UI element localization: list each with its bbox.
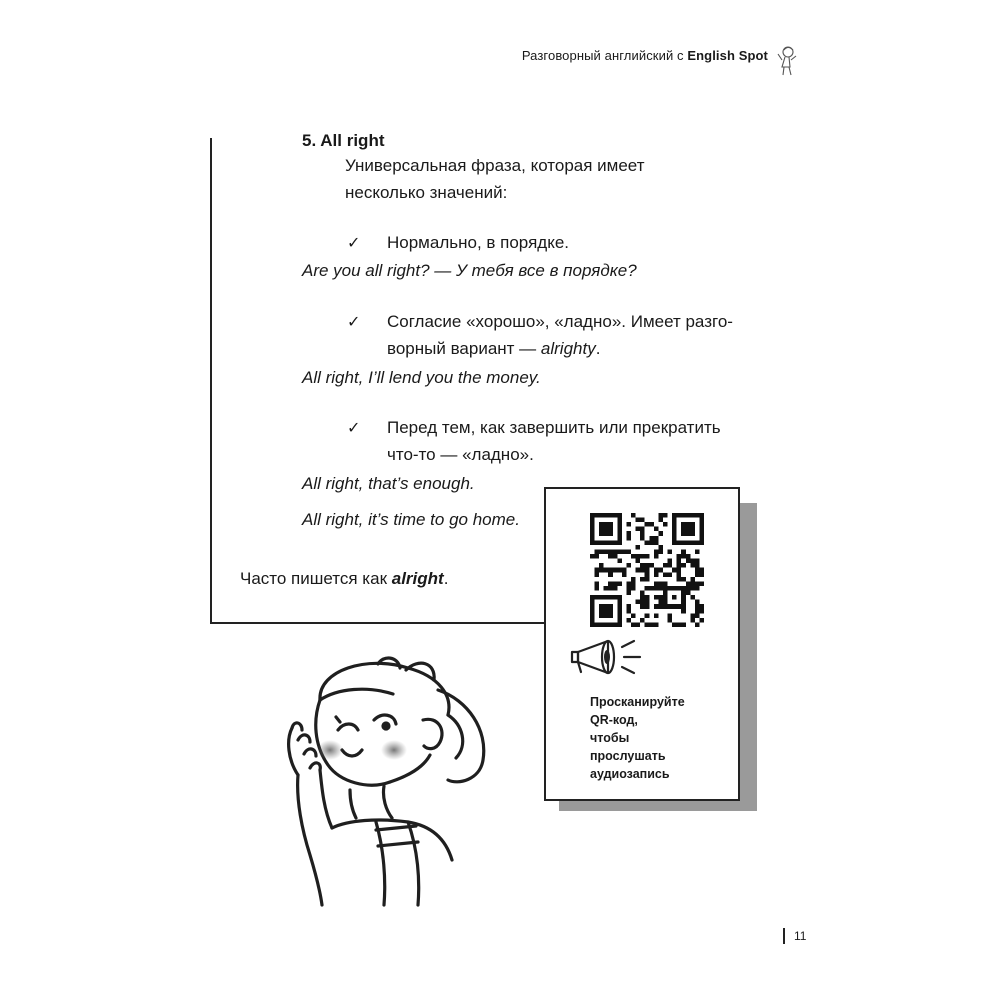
qr-card: [544, 487, 740, 801]
qr-caption-line: прослушать: [590, 749, 666, 763]
qr-caption-line: аудиозапись: [590, 767, 670, 781]
qr-caption: [590, 693, 685, 783]
intro-line-2: несколько значений:: [345, 183, 508, 202]
qr-caption-line: Просканируйте: [590, 695, 685, 709]
item-3-example-2: All right, it’s time to go home.: [302, 510, 520, 529]
item-2-example: All right, I’ll lend you the money.: [302, 368, 541, 387]
item-2-line2-italic: alrighty: [540, 339, 596, 358]
item-2-text-line-1: Согласие «хорошо», «ладно». Имеет разго-: [387, 312, 733, 331]
item-2-line2-suffix: .: [595, 339, 601, 358]
item-2-line2-prefix: ворный вариант —: [387, 339, 541, 358]
note-prefix: Часто пишется как: [240, 569, 392, 588]
item-3-text-line-2: что-то — «ладно».: [387, 445, 534, 464]
frame-left-border: [210, 138, 212, 624]
running-header: [522, 48, 768, 63]
item-3-example-1: All right, that’s enough.: [302, 474, 475, 493]
qr-code[interactable]: [590, 513, 704, 627]
item-1-example: Are you all right? — У тебя все в порядке?: [302, 261, 637, 280]
header-brand: English Spot: [687, 48, 768, 63]
section-title: 5. All right: [302, 131, 385, 150]
item-2-text-line-2: [387, 336, 600, 362]
check-icon: ✓: [347, 420, 361, 437]
page-number-bar: [783, 928, 785, 944]
note-suffix: .: [443, 569, 449, 588]
page-number: 11: [794, 929, 807, 943]
megaphone-icon: [564, 637, 646, 677]
note-italic: alright: [391, 569, 444, 588]
girl-listening-illustration: [258, 650, 518, 910]
qr-caption-line: чтобы: [590, 731, 630, 745]
header-prefix: Разговорный английский с: [521, 48, 688, 63]
qr-caption-line: QR-код,: [590, 713, 638, 727]
check-icon: ✓: [347, 314, 361, 331]
item-1-text: Нормально, в порядке.: [387, 233, 570, 252]
spelling-note: [240, 566, 448, 592]
check-icon: ✓: [347, 235, 361, 252]
mascot-mini-icon: [776, 44, 802, 78]
frame-bottom-border: [210, 622, 545, 624]
item-3-text-line-1: Перед тем, как завершить или прекратить: [387, 418, 721, 437]
intro-line-1: Универсальная фраза, которая имеет: [345, 156, 645, 175]
